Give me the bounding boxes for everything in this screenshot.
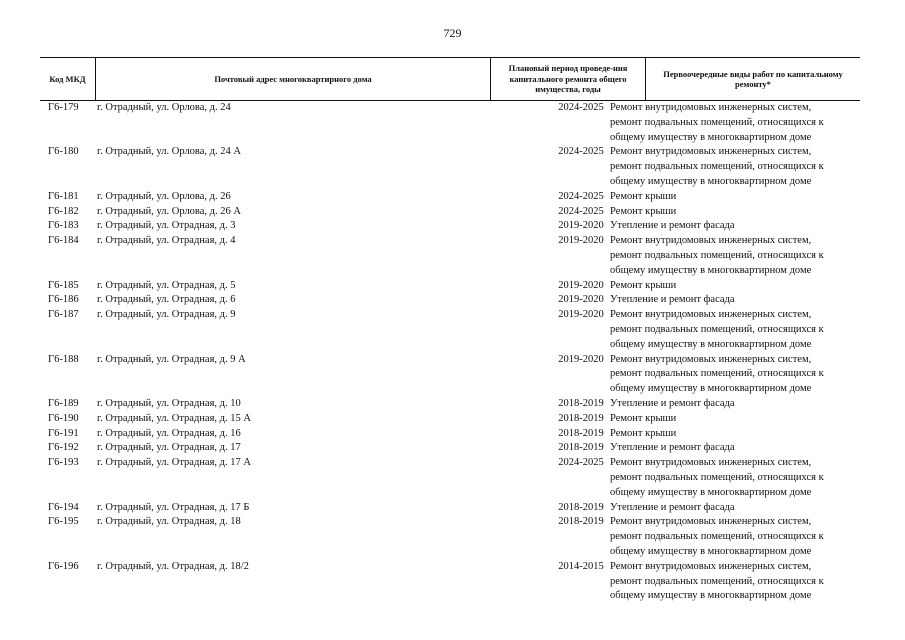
cell-address: г. Отрадный, ул. Отрадная, д. 4 bbox=[97, 235, 236, 247]
cell-period: 2024-2025 bbox=[558, 457, 604, 469]
cell-period: 2024-2025 bbox=[558, 146, 604, 158]
table-row bbox=[40, 234, 860, 278]
cell-works bbox=[610, 456, 860, 500]
works-line: Ремонт крыши bbox=[610, 412, 677, 424]
cell-address: г. Отрадный, ул. Отрадная, д. 17 bbox=[97, 442, 241, 454]
table-row bbox=[40, 501, 860, 516]
cell-period: 2018-2019 bbox=[558, 397, 604, 409]
cell-address: г. Отрадный, ул. Отрадная, д. 3 bbox=[97, 220, 236, 232]
table-row bbox=[40, 412, 860, 427]
table-row bbox=[40, 353, 860, 397]
table-row bbox=[40, 397, 860, 412]
table-row bbox=[40, 308, 860, 352]
cell-works bbox=[610, 308, 860, 352]
cell-period: 2019-2020 bbox=[558, 279, 604, 291]
works-line: Ремонт внутридомовых инженерных систем, bbox=[610, 457, 812, 469]
cell-works bbox=[610, 190, 860, 205]
header-works: Первоочередные виды работ по капитальному ремонту* bbox=[663, 68, 843, 89]
cell-works bbox=[610, 219, 860, 234]
works-line: общему имуществу в многоквартирном доме bbox=[610, 175, 812, 187]
table-row bbox=[40, 219, 860, 234]
cell-period: 2019-2020 bbox=[558, 309, 604, 321]
table-row bbox=[40, 441, 860, 456]
works-line: Утепление и ремонт фасада bbox=[610, 442, 735, 454]
table-header bbox=[40, 57, 860, 101]
cell-period: 2018-2019 bbox=[558, 516, 604, 528]
cell-code: Г6-181 bbox=[48, 190, 79, 202]
cell-code: Г6-196 bbox=[48, 560, 79, 572]
cell-code: Г6-184 bbox=[48, 235, 79, 247]
cell-address: г. Отрадный, ул. Отрадная, д. 5 bbox=[97, 279, 236, 291]
table-row bbox=[40, 190, 860, 205]
cell-works bbox=[610, 501, 860, 516]
cell-code: Г6-189 bbox=[48, 397, 79, 409]
cell-address: г. Отрадный, ул. Отрадная, д. 10 bbox=[97, 397, 241, 409]
works-line: Ремонт внутридомовых инженерных систем, bbox=[610, 309, 812, 321]
table-row bbox=[40, 560, 860, 604]
cell-works bbox=[610, 397, 860, 412]
table-row bbox=[40, 515, 860, 559]
works-line: ремонт подвальных помещений, относящихся к bbox=[610, 471, 824, 483]
works-line: общему имуществу в многоквартирном доме bbox=[610, 383, 812, 395]
works-line: ремонт подвальных помещений, относящихся к bbox=[610, 368, 824, 380]
works-line: Ремонт крыши bbox=[610, 205, 677, 217]
cell-works bbox=[610, 101, 860, 145]
cell-period: 2018-2019 bbox=[558, 427, 604, 439]
works-line: ремонт подвальных помещений, относящихся к bbox=[610, 116, 824, 128]
cell-code: Г6-183 bbox=[48, 220, 79, 232]
works-line: Ремонт внутридомовых инженерных систем, bbox=[610, 102, 812, 113]
cell-works bbox=[610, 279, 860, 294]
cell-code: Г6-180 bbox=[48, 146, 79, 158]
works-line: Ремонт крыши bbox=[610, 279, 677, 291]
works-line: общему имуществу в многоквартирном доме bbox=[610, 486, 812, 498]
cell-code: Г6-187 bbox=[48, 309, 79, 321]
cell-address: г. Отрадный, ул. Орлова, д. 26 bbox=[97, 190, 231, 202]
cell-works bbox=[610, 412, 860, 427]
cell-code: Г6-191 bbox=[48, 427, 79, 439]
works-line: Утепление и ремонт фасада bbox=[610, 397, 735, 409]
works-line: Ремонт крыши bbox=[610, 190, 677, 202]
works-line: Ремонт внутридомовых инженерных систем, bbox=[610, 353, 812, 365]
works-line: ремонт подвальных помещений, относящихся к bbox=[610, 575, 824, 587]
cell-address: г. Отрадный, ул. Отрадная, д. 6 bbox=[97, 294, 236, 306]
cell-address: г. Отрадный, ул. Отрадная, д. 15 А bbox=[97, 412, 251, 424]
cell-works bbox=[610, 353, 860, 397]
cell-code: Г6-182 bbox=[48, 205, 79, 217]
cell-address: г. Отрадный, ул. Орлова, д. 24 bbox=[97, 102, 231, 113]
table-row bbox=[40, 279, 860, 294]
table-row bbox=[40, 205, 860, 220]
works-line: общему имуществу в многоквартирном доме bbox=[610, 131, 812, 143]
cell-period: 2018-2019 bbox=[558, 412, 604, 424]
cell-works bbox=[610, 145, 860, 189]
cell-code: Г6-188 bbox=[48, 353, 79, 365]
cell-address: г. Отрадный, ул. Отрадная, д. 17 Б bbox=[97, 501, 250, 513]
table-row bbox=[40, 456, 860, 500]
cell-period: 2024-2025 bbox=[558, 102, 604, 113]
table-row bbox=[40, 427, 860, 442]
works-line: ремонт подвальных помещений, относящихся к bbox=[610, 531, 824, 543]
cell-address: г. Отрадный, ул. Отрадная, д. 16 bbox=[97, 427, 241, 439]
cell-address: г. Отрадный, ул. Отрадная, д. 17 А bbox=[97, 457, 251, 469]
cell-period: 2019-2020 bbox=[558, 353, 604, 365]
cell-period: 2024-2025 bbox=[558, 205, 604, 217]
cell-address: г. Отрадный, ул. Орлова, д. 24 А bbox=[97, 146, 241, 158]
cell-works bbox=[610, 427, 860, 442]
cell-code: Г6-193 bbox=[48, 457, 79, 469]
works-line: Ремонт внутридомовых инженерных систем, bbox=[610, 146, 812, 158]
cell-period: 2019-2020 bbox=[558, 294, 604, 306]
works-line: Утепление и ремонт фасада bbox=[610, 220, 735, 232]
cell-address: г. Отрадный, ул. Отрадная, д. 9 bbox=[97, 309, 236, 321]
works-line: общему имуществу в многоквартирном доме bbox=[610, 338, 812, 350]
works-line: ремонт подвальных помещений, относящихся к bbox=[610, 249, 824, 261]
cell-address: г. Отрадный, ул. Отрадная, д. 9 А bbox=[97, 353, 246, 365]
cell-address: г. Отрадный, ул. Орлова, д. 26 А bbox=[97, 205, 241, 217]
works-line: Ремонт внутридомовых инженерных систем, bbox=[610, 516, 812, 528]
cell-works bbox=[610, 560, 860, 604]
works-line: общему имуществу в многоквартирном доме bbox=[610, 264, 812, 276]
works-line: Ремонт крыши bbox=[610, 427, 677, 439]
cell-works bbox=[610, 441, 860, 456]
table-row bbox=[40, 293, 860, 308]
header-code: Код МКД bbox=[40, 58, 96, 100]
cell-period: 2014-2015 bbox=[558, 560, 604, 572]
table-row bbox=[40, 145, 860, 189]
works-line: ремонт подвальных помещений, относящихся к bbox=[610, 323, 824, 335]
header-period: Плановый период проведе-ния капитального ремонта общего имущества, годы bbox=[491, 58, 646, 100]
table-body bbox=[40, 101, 860, 604]
cell-code: Г6-186 bbox=[48, 294, 79, 306]
cell-works bbox=[610, 205, 860, 220]
cell-code: Г6-190 bbox=[48, 412, 79, 424]
cell-works bbox=[610, 234, 860, 278]
cell-code: Г6-192 bbox=[48, 442, 79, 454]
works-line: ремонт подвальных помещений, относящихся к bbox=[610, 161, 824, 173]
works-line: общему имуществу в многоквартирном доме bbox=[610, 590, 812, 602]
works-line: Утепление и ремонт фасада bbox=[610, 501, 735, 513]
cell-works bbox=[610, 515, 860, 559]
cell-period: 2018-2019 bbox=[558, 501, 604, 513]
works-line: общему имуществу в многоквартирном доме bbox=[610, 545, 812, 557]
header-address: Почтовый адрес многоквартирного дома bbox=[96, 58, 491, 100]
cell-period: 2024-2025 bbox=[558, 190, 604, 202]
works-line: Утепление и ремонт фасада bbox=[610, 294, 735, 306]
works-line: Ремонт внутридомовых инженерных систем, bbox=[610, 235, 812, 247]
cell-code: Г6-194 bbox=[48, 501, 79, 513]
table-row bbox=[40, 101, 860, 145]
cell-address: г. Отрадный, ул. Отрадная, д. 18 bbox=[97, 516, 241, 528]
cell-address: г. Отрадный, ул. Отрадная, д. 18/2 bbox=[97, 560, 249, 572]
page-number: 729 bbox=[443, 26, 462, 40]
cell-period: 2019-2020 bbox=[558, 235, 604, 247]
cell-code: Г6-179 bbox=[48, 102, 79, 113]
cell-code: Г6-195 bbox=[48, 516, 79, 528]
cell-period: 2018-2019 bbox=[558, 442, 604, 454]
cell-period: 2019-2020 bbox=[558, 220, 604, 232]
works-line: Ремонт внутридомовых инженерных систем, bbox=[610, 560, 812, 572]
cell-works bbox=[610, 293, 860, 308]
cell-code: Г6-185 bbox=[48, 279, 79, 291]
